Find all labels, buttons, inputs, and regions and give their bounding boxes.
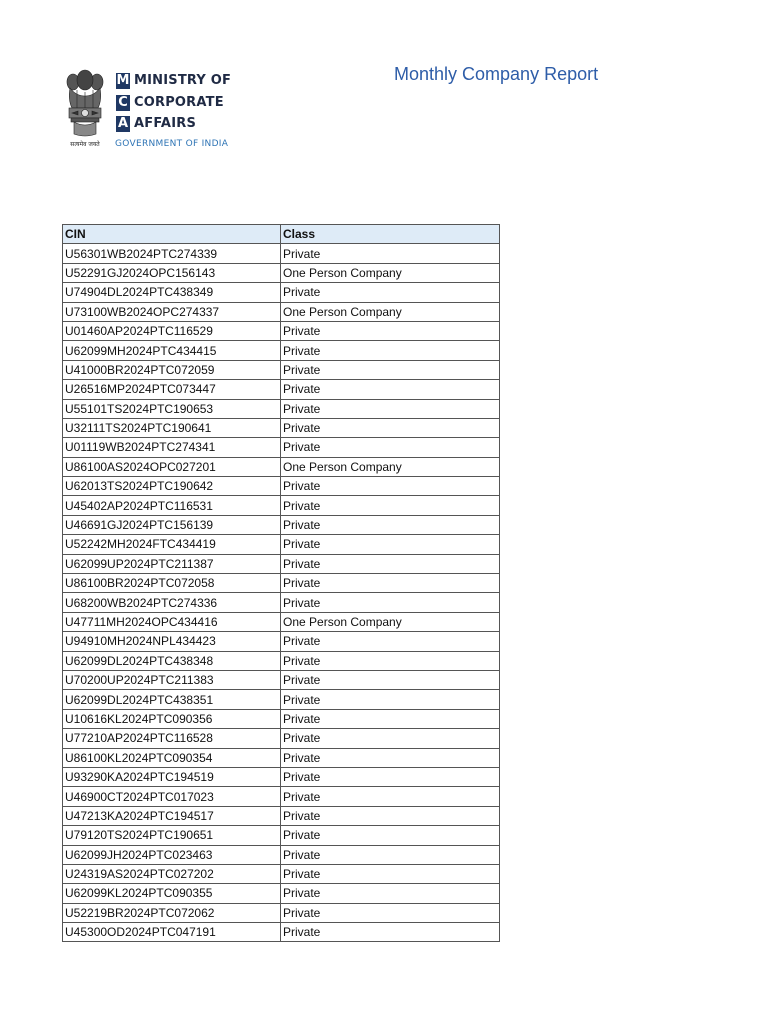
table-row (63, 806, 500, 825)
class-cell: Private (281, 709, 500, 728)
table-row (63, 302, 500, 321)
class-cell: Private (281, 593, 500, 612)
class-cell: Private (281, 438, 500, 457)
table-row (63, 903, 500, 922)
table-row (63, 244, 500, 263)
cin-cell: U52242MH2024FTC434419 (63, 535, 281, 554)
cin-cell: U74904DL2024PTC438349 (63, 283, 281, 302)
cin-cell: U77210AP2024PTC116528 (63, 729, 281, 748)
class-cell: Private (281, 690, 500, 709)
class-cell: One Person Company (281, 457, 500, 476)
table-row (63, 709, 500, 728)
table-row (63, 477, 500, 496)
class-cell: Private (281, 515, 500, 534)
cin-cell: U94910MH2024NPL434423 (63, 632, 281, 651)
table-row (63, 341, 500, 360)
class-cell: Private (281, 748, 500, 767)
class-cell: Private (281, 670, 500, 689)
class-cell: Private (281, 535, 500, 554)
class-cell: Private (281, 399, 500, 418)
logo-line-corporate (116, 94, 224, 111)
class-cell: Private (281, 806, 500, 825)
table-row (63, 418, 500, 437)
cin-cell: U86100AS2024OPC027201 (63, 457, 281, 476)
logo-word-corporate: CORPORATE (134, 95, 224, 110)
logo-letter-c: C (116, 95, 130, 111)
class-cell: Private (281, 884, 500, 903)
cin-cell: U52291GJ2024OPC156143 (63, 263, 281, 282)
table-row (63, 690, 500, 709)
table-row (63, 283, 500, 302)
company-table (62, 224, 500, 942)
cin-cell: U46900CT2024PTC017023 (63, 787, 281, 806)
cin-cell: U45300OD2024PTC047191 (63, 923, 281, 942)
class-cell: Private (281, 418, 500, 437)
page-title: Monthly Company Report (394, 64, 599, 84)
logo-line-affairs (116, 115, 196, 132)
cin-cell: U62099UP2024PTC211387 (63, 554, 281, 573)
column-header-cin: CIN (63, 225, 281, 244)
class-cell: Private (281, 341, 500, 360)
class-cell: One Person Company (281, 263, 500, 282)
table-row (63, 593, 500, 612)
cin-cell: U62099DL2024PTC438348 (63, 651, 281, 670)
table-row (63, 651, 500, 670)
table-row (63, 321, 500, 340)
class-cell: One Person Company (281, 612, 500, 631)
table-row (63, 535, 500, 554)
table-row (63, 670, 500, 689)
cin-cell: U46691GJ2024PTC156139 (63, 515, 281, 534)
cin-cell: U68200WB2024PTC274336 (63, 593, 281, 612)
class-cell: Private (281, 651, 500, 670)
class-cell: Private (281, 729, 500, 748)
table-row (63, 380, 500, 399)
cin-cell: U62013TS2024PTC190642 (63, 477, 281, 496)
logo-word-affairs: AFFAIRS (134, 116, 197, 131)
table-row (63, 574, 500, 593)
cin-cell: U26516MP2024PTC073447 (63, 380, 281, 399)
class-cell: Private (281, 767, 500, 786)
logo-letter-m: M (116, 73, 130, 88)
table-row (63, 496, 500, 515)
class-cell: Private (281, 477, 500, 496)
cin-cell: U45402AP2024PTC116531 (63, 496, 281, 515)
cin-cell: U41000BR2024PTC072059 (63, 360, 281, 379)
class-cell: Private (281, 845, 500, 864)
page-title-container (394, 64, 599, 90)
cin-cell: U47711MH2024OPC434416 (63, 612, 281, 631)
table-row (63, 360, 500, 379)
class-cell: Private (281, 360, 500, 379)
table-row (63, 457, 500, 476)
cin-cell: U86100KL2024PTC090354 (63, 748, 281, 767)
class-cell: Private (281, 864, 500, 883)
table-row (63, 515, 500, 534)
table-body (63, 244, 500, 942)
class-cell: Private (281, 826, 500, 845)
class-cell: Private (281, 496, 500, 515)
cin-cell: U01460AP2024PTC116529 (63, 321, 281, 340)
logo-letter-a: A (117, 116, 129, 131)
cin-cell: U10616KL2024PTC090356 (63, 709, 281, 728)
cin-cell: U56301WB2024PTC274339 (63, 244, 281, 263)
emblem-motto: सत्यमेव जयते (70, 141, 100, 148)
column-header-class: Class (281, 225, 500, 244)
government-of-india-label: GOVERNMENT OF INDIA (115, 139, 229, 149)
class-cell: Private (281, 321, 500, 340)
class-cell: Private (281, 283, 500, 302)
table-row (63, 923, 500, 942)
table-row (63, 748, 500, 767)
class-cell: Private (281, 632, 500, 651)
mca-logo (60, 66, 240, 156)
cin-cell: U01119WB2024PTC274341 (63, 438, 281, 457)
class-cell: Private (281, 380, 500, 399)
cin-cell: U62099DL2024PTC438351 (63, 690, 281, 709)
logo-line-ministry (116, 72, 231, 89)
cin-cell: U62099MH2024PTC434415 (63, 341, 281, 360)
class-cell: Private (281, 244, 500, 263)
table-row (63, 767, 500, 786)
table-row (63, 884, 500, 903)
cin-cell: U47213KA2024PTC194517 (63, 806, 281, 825)
table-row (63, 632, 500, 651)
table-row (63, 399, 500, 418)
class-cell: Private (281, 787, 500, 806)
cin-cell: U70200UP2024PTC211383 (63, 670, 281, 689)
table-row (63, 826, 500, 845)
class-cell: Private (281, 574, 500, 593)
cin-cell: U32111TS2024PTC190641 (63, 418, 281, 437)
table-row (63, 864, 500, 883)
cin-cell: U73100WB2024OPC274337 (63, 302, 281, 321)
table-row (63, 729, 500, 748)
class-cell: Private (281, 903, 500, 922)
cin-cell: U62099KL2024PTC090355 (63, 884, 281, 903)
class-cell: Private (281, 554, 500, 573)
table-header-row (63, 225, 500, 244)
table-row (63, 554, 500, 573)
class-cell: Private (281, 923, 500, 942)
table-row (63, 787, 500, 806)
cin-cell: U86100BR2024PTC072058 (63, 574, 281, 593)
cin-cell: U79120TS2024PTC190651 (63, 826, 281, 845)
logo-word-ministry: MINISTRY OF (134, 73, 232, 88)
table-row (63, 845, 500, 864)
cin-cell: U93290KA2024PTC194519 (63, 767, 281, 786)
table-row (63, 438, 500, 457)
cin-cell: U52219BR2024PTC072062 (63, 903, 281, 922)
class-cell: One Person Company (281, 302, 500, 321)
cin-cell: U62099JH2024PTC023463 (63, 845, 281, 864)
cin-cell: U24319AS2024PTC027202 (63, 864, 281, 883)
table-row (63, 263, 500, 282)
national-emblem-icon (64, 68, 106, 152)
cin-cell: U55101TS2024PTC190653 (63, 399, 281, 418)
table-row (63, 612, 500, 631)
